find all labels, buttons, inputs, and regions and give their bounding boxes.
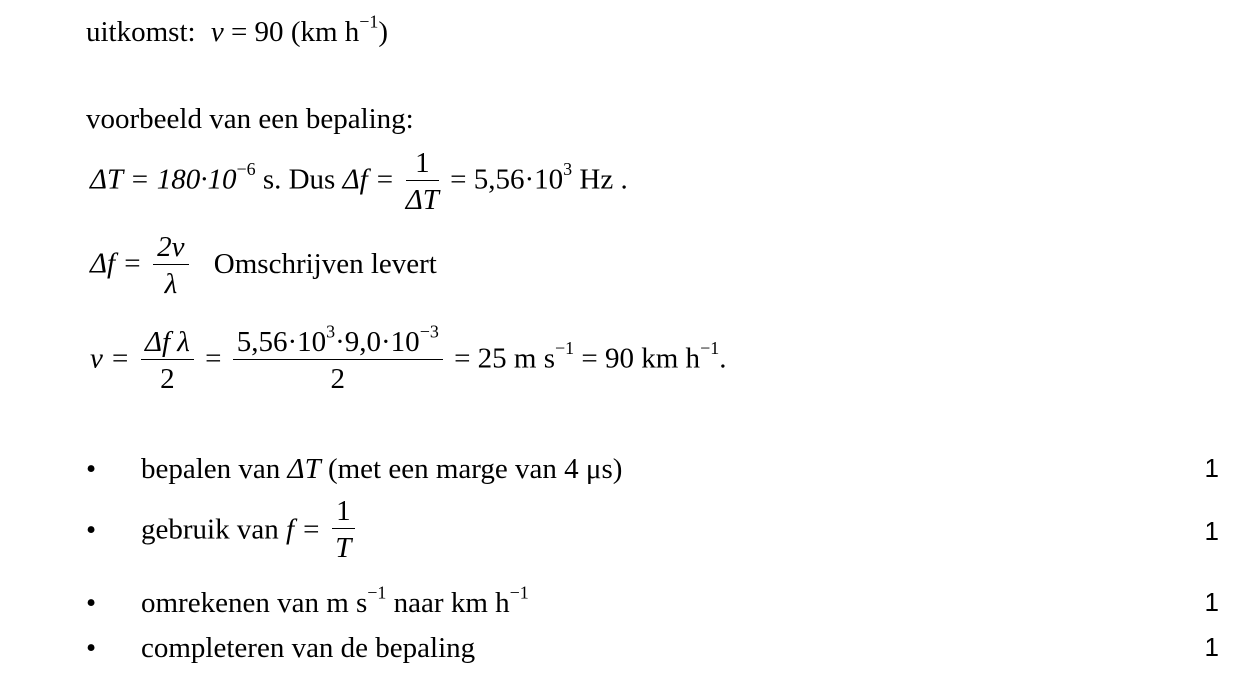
result-value: = 90 — [230, 16, 284, 48]
result-unit: (km h — [290, 16, 360, 48]
bullet: • — [86, 587, 97, 619]
step1-result: = 5,56·10 — [450, 163, 564, 196]
step3-den2: 2 — [330, 363, 345, 396]
step3-res2: = 90 km h — [574, 342, 701, 375]
step2-fraction — [153, 232, 188, 300]
step1-df: Δf = — [342, 163, 395, 196]
example-heading: voorbeeld van een bepaling: — [86, 103, 414, 135]
step2-num: 2v — [153, 232, 188, 265]
step1-result-exp: 3 — [563, 159, 573, 180]
step1-den: ΔT — [405, 184, 439, 217]
step3-res1-exp: −1 — [555, 338, 575, 359]
bullet: • — [86, 514, 97, 546]
bullet: • — [86, 453, 97, 485]
step1-lhs: ΔT = 180·10 — [90, 163, 237, 196]
step3-eq1: = — [205, 342, 222, 375]
step3-num2: $5,56\cdot 10^3\cdot 9,0\cdot 10^{-3}$ — [233, 327, 443, 360]
step3-fraction-2 — [233, 321, 443, 396]
step3-den1: 2 — [160, 363, 175, 396]
criterion-score: 1 — [1204, 453, 1219, 483]
step2-den: λ — [164, 268, 178, 301]
result-line — [86, 11, 389, 48]
step3-fraction-1 — [141, 327, 194, 395]
step2-text: Omschrijven levert — [213, 247, 437, 280]
criterion-text: completeren van de bepaling — [141, 632, 476, 664]
step2-lhs: Δf = — [90, 247, 142, 280]
step2-line — [90, 232, 437, 300]
result-variable: v — [210, 16, 224, 48]
criterion-score: 1 — [1204, 516, 1219, 546]
step3-res1: = 25 m s — [454, 342, 556, 375]
criterion-text: omrekenen van m $s^{-1}$ naar km $h^{-1}$ — [141, 582, 529, 619]
step1-exp: −6 — [236, 159, 256, 180]
step3-num1: Δf λ — [141, 327, 194, 360]
criterion-text: bepalen van ΔT (met een marge van 4 μs) — [141, 453, 623, 485]
step3-end: . — [719, 342, 727, 375]
criterion-text: gebruik van f = $\frac{1}{T}$ — [141, 496, 359, 564]
result-label: uitkomst: — [86, 16, 196, 48]
criterion-score: 1 — [1204, 632, 1219, 662]
step1-fraction — [406, 148, 439, 216]
step1-line — [90, 148, 628, 216]
step1-unit: Hz . — [572, 163, 628, 196]
step1-num: 1 — [406, 148, 439, 181]
step1-after: s. Dus — [255, 163, 343, 196]
result-close: ) — [378, 16, 389, 48]
result-unit-exp: −1 — [359, 11, 379, 32]
step3-lhs: v = — [90, 342, 130, 375]
bullet: • — [86, 632, 97, 664]
step3-line — [90, 321, 727, 396]
criterion-fraction: $\frac{1}{T}$ — [332, 496, 355, 564]
step3-res2-exp: −1 — [700, 338, 720, 359]
criterion-score: 1 — [1204, 587, 1219, 617]
